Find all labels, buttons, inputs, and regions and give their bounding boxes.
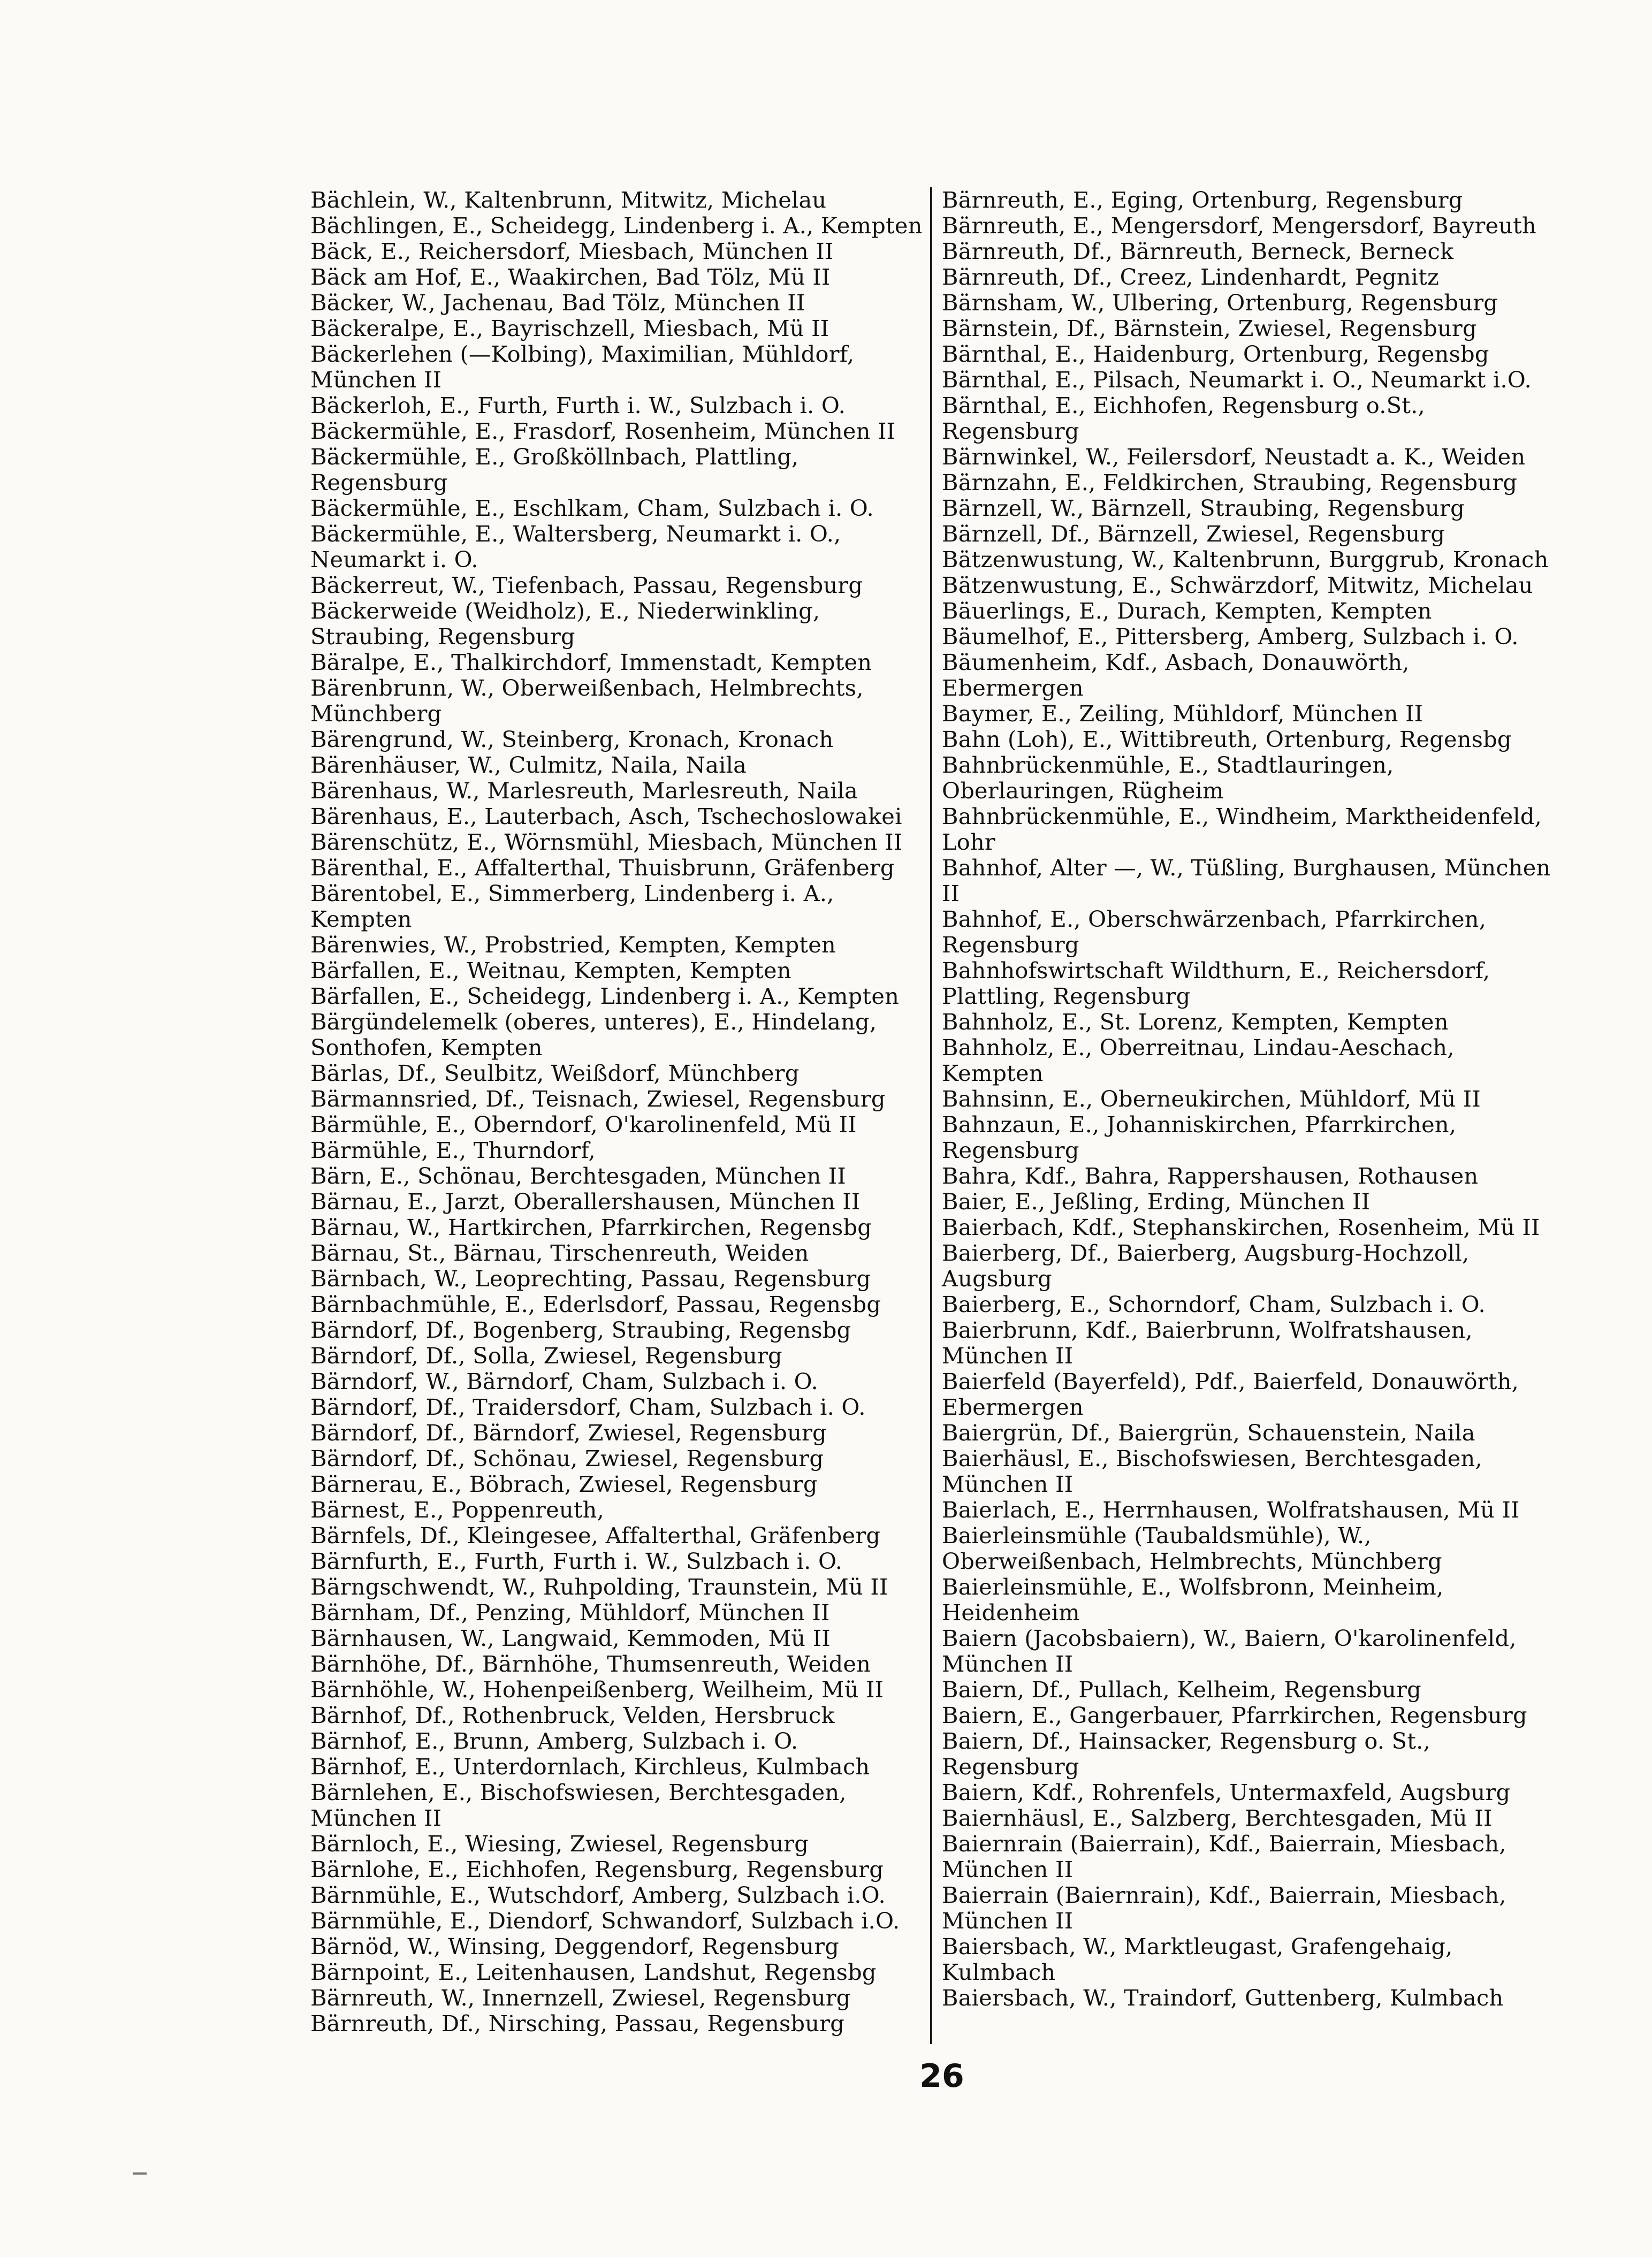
entry: Bärnham, Df., Penzing, Mühldorf, München II <box>310 1599 830 1626</box>
entry: Bärnreuth, W., Innernzell, Zwiesel, Regensburg <box>310 1985 851 2011</box>
entry: Bärnau, E., Jarzt, Oberallershausen, München II <box>310 1188 861 1215</box>
entry: Bärnhöhe, Df., Bärnhöhe, Thumsenreuth, Weiden <box>310 1651 871 1677</box>
entry: Bärnreuth, Df., Nirsching, Passau, Regensburg <box>310 2010 844 2037</box>
entry: Bärnreuth, Df., Creez, Lindenhardt, Pegnitz <box>942 264 1440 290</box>
entry: Baiern, Df., Hainsacker, Regensburg o. St., Regensburg <box>942 1728 1430 1780</box>
entry: Baiersbach, W., Marktleugast, Grafengehaig, Kulmbach <box>942 1933 1453 1985</box>
entry: Baierleinsmühle (Taubaldsmühle), W., Oberweißenbach, Helmbrechts, Münchberg <box>942 1522 1442 1574</box>
entry: Baierleinsmühle, E., Wolfsbronn, Meinheim, Heidenheim <box>942 1574 1444 1626</box>
entry: Baierhäusl, E., Bischofswiesen, Berchtesgaden, München II <box>942 1445 1482 1497</box>
entry: Bärfallen, E., Scheidegg, Lindenberg i. A., Kempten <box>310 983 900 1009</box>
entry: Baierbrunn, Kdf., Baierbrunn, Wolfratshausen, München II <box>942 1317 1473 1369</box>
entry: Bärnhof, E., Brunn, Amberg, Sulzbach i. O. <box>310 1728 798 1754</box>
entry: Bärngschwendt, W., Ruhpolding, Traunstein, Mü II <box>310 1574 888 1600</box>
entry: Bäuerlings, E., Durach, Kempten, Kempten <box>942 598 1432 624</box>
entry: Bärndorf, Df., Bogenberg, Straubing, Regensbg <box>310 1317 851 1343</box>
entry: Baiernrain (Baierrain), Kdf., Baierrain, Miesbach, München II <box>942 1831 1506 1882</box>
entry: Bärnwinkel, W., Feilersdorf, Neustadt a. K., Weiden <box>942 444 1526 470</box>
entry: Bahra, Kdf., Bahra, Rappershausen, Rothausen <box>942 1163 1479 1189</box>
entry: Bärnhöhle, W., Hohenpeißenberg, Weilheim, Mü II <box>310 1676 884 1703</box>
entry: Bärnhausen, W., Langwaid, Kemmoden, Mü II <box>310 1625 831 1651</box>
entry: Bärenthal, E., Affalterthal, Thuisbrunn, Gräfenberg <box>310 855 895 881</box>
column-divider <box>930 187 932 2044</box>
entry: Bärnzell, Df., Bärnzell, Zwiesel, Regensburg <box>942 521 1445 547</box>
entry: Bärnbach, W., Leoprechting, Passau, Regensburg <box>310 1265 871 1292</box>
entry: Bärmühle, E., Thurndorf, <box>310 1137 596 1163</box>
entry: Bärnreuth, E., Mengersdorf, Mengersdorf, Bayreuth <box>942 212 1536 239</box>
scan-mark <box>133 2172 147 2175</box>
entry: Bäckerloh, E., Furth, Furth i. W., Sulzbach i. O. <box>310 392 846 418</box>
entry: Bärlas, Df., Seulbitz, Weißdorf, Münchberg <box>310 1060 800 1086</box>
entry: Bärnreuth, Df., Bärnreuth, Berneck, Berneck <box>942 238 1454 264</box>
entry: Bärnau, W., Hartkirchen, Pfarrkirchen, Regensbg <box>310 1214 872 1240</box>
right-column <box>942 187 1552 2011</box>
entry: Baymer, E., Zeiling, Mühldorf, München II <box>942 700 1423 727</box>
entry: Bärndorf, Df., Solla, Zwiesel, Regensburg <box>310 1343 782 1369</box>
entry: Bärnloch, E., Wiesing, Zwiesel, Regensburg <box>310 1831 809 1857</box>
entry: Bärenhäuser, W., Culmitz, Naila, Naila <box>310 752 747 778</box>
entry: Bäckerlehen (—Kolbing), Maximilian, Mühldorf, München II <box>310 341 855 393</box>
entry: Baierlach, E., Herrnhausen, Wolfratshausen, Mü II <box>942 1497 1520 1523</box>
entry: Baiersbach, W., Traindorf, Guttenberg, Kulmbach <box>942 1985 1504 2011</box>
entry: Bärenbrunn, W., Oberweißenbach, Helmbrechts, Münchberg <box>310 675 864 727</box>
entry: Baier, E., Jeßling, Erding, München II <box>942 1188 1371 1215</box>
entry: Bärnöd, W., Winsing, Deggendorf, Regensburg <box>310 1933 840 1959</box>
entry: Bahn (Loh), E., Wittibreuth, Ortenburg, Regensbg <box>942 726 1512 752</box>
entry: Baiergrün, Df., Baiergrün, Schauenstein, Naila <box>942 1420 1475 1446</box>
entry: Baiern, Df., Pullach, Kelheim, Regensburg <box>942 1676 1421 1703</box>
entry: Baiern (Jacobsbaiern), W., Baiern, O'karolinenfeld, München II <box>942 1625 1517 1677</box>
entry: Bäckerweide (Weidholz), E., Niederwinkling, Straubing, Regensburg <box>310 598 820 650</box>
entry: Baierberg, Df., Baierberg, Augsburg-Hochzoll, Augsburg <box>942 1240 1470 1292</box>
entry: Bäckermühle, E., Waltersberg, Neumarkt i. O., Neumarkt i. O. <box>310 521 841 573</box>
entry: Bahnhof, E., Oberschwärzenbach, Pfarrkirchen, Regensburg <box>942 906 1487 958</box>
entry: Baierfeld (Bayerfeld), Pdf., Baierfeld, Donauwörth, Ebermergen <box>942 1368 1519 1420</box>
entry: Bahnhofswirtschaft Wildthurn, E., Reichersdorf, Plattling, Regensburg <box>942 957 1490 1009</box>
entry: Baiernhäusl, E., Salzberg, Berchtesgaden, Mü II <box>942 1805 1493 1831</box>
page-number: 26 <box>919 2057 964 2095</box>
entry: Bärnerau, E., Böbrach, Zwiesel, Regensburg <box>310 1471 818 1497</box>
entry: Bätzenwustung, W., Kaltenbrunn, Burggrub, Kronach <box>942 546 1549 573</box>
entry: Bärnreuth, E., Eging, Ortenburg, Regensburg <box>942 187 1463 213</box>
entry: Bärndorf, Df., Schönau, Zwiesel, Regensburg <box>310 1445 824 1471</box>
entry: Bärnlohe, E., Eichhofen, Regensburg, Regensburg <box>310 1856 884 1882</box>
entry: Bäckermühle, E., Frasdorf, Rosenheim, München II <box>310 418 896 444</box>
entry: Bärndorf, Df., Bärndorf, Zwiesel, Regensburg <box>310 1420 827 1446</box>
entry: Bahnbrückenmühle, E., Stadtlauringen, Oberlauringen, Rügheim <box>942 752 1394 804</box>
entry: Bärnstein, Df., Bärnstein, Zwiesel, Regensburg <box>942 315 1477 341</box>
entry: Bätzenwustung, E., Schwärzdorf, Mitwitz, Michelau <box>942 572 1533 598</box>
entry: Bärnzahn, E., Feldkirchen, Straubing, Regensburg <box>942 469 1518 495</box>
entry: Bäralpe, E., Thalkirchdorf, Immenstadt, Kempten <box>310 649 872 675</box>
entry: Bahnsinn, E., Oberneukirchen, Mühldorf, Mü II <box>942 1086 1481 1112</box>
entry: Baierbach, Kdf., Stephanskirchen, Rosenheim, Mü II <box>942 1214 1540 1240</box>
entry: Bärnfels, Df., Kleingesee, Affalterthal, Gräfenberg <box>310 1522 881 1549</box>
entry: Bärnbachmühle, E., Ederlsdorf, Passau, Regensbg <box>310 1291 881 1317</box>
entry: Bärenhaus, E., Lauterbach, Asch, Tschechoslowakei <box>310 803 902 829</box>
entry: Bärgündelemelk (oberes, unteres), E., Hindelang, Sonthofen, Kempten <box>310 1009 877 1061</box>
entry: Bärmühle, E., Oberndorf, O'karolinenfeld, Mü II <box>310 1111 857 1138</box>
entry: Bärnsham, W., Ulbering, Ortenburg, Regensburg <box>942 289 1498 316</box>
entry: Bärndorf, Df., Traidersdorf, Cham, Sulzbach i. O. <box>310 1394 866 1420</box>
entry: Bäck am Hof, E., Waakirchen, Bad Tölz, Mü II <box>310 264 831 290</box>
entry: Bahnbrückenmühle, E., Windheim, Marktheidenfeld, Lohr <box>942 803 1542 855</box>
entry: Bäckermühle, E., Eschlkam, Cham, Sulzbach i. O. <box>310 495 874 521</box>
entry: Bärnzell, W., Bärnzell, Straubing, Regensburg <box>942 495 1465 521</box>
entry: Bärnhof, E., Unterdornlach, Kirchleus, Kulmbach <box>310 1753 870 1780</box>
entry: Bärnhof, Df., Rothenbruck, Velden, Hersbruck <box>310 1702 835 1728</box>
entry: Bärengrund, W., Steinberg, Kronach, Kronach <box>310 726 834 752</box>
entry: Bärnest, E., Poppenreuth, <box>310 1497 604 1523</box>
entry: Bahnhof, Alter —, W., Tüßling, Burghausen, München II <box>942 855 1551 906</box>
entry: Bärenwies, W., Probstried, Kempten, Kempten <box>310 932 836 958</box>
entry: Bärnthal, E., Pilsach, Neumarkt i. O., Neumarkt i.O. <box>942 367 1532 393</box>
entry: Bärnthal, E., Haidenburg, Ortenburg, Regensbg <box>942 341 1489 367</box>
entry: Bärndorf, W., Bärndorf, Cham, Sulzbach i. O. <box>310 1368 818 1394</box>
entry: Bärentobel, E., Simmerberg, Lindenberg i. A., Kempten <box>310 880 834 932</box>
entry: Bahnzaun, E., Johanniskirchen, Pfarrkirchen, Regensburg <box>942 1111 1457 1163</box>
entry: Bahnholz, E., St. Lorenz, Kempten, Kempten <box>942 1009 1449 1035</box>
entry: Bärnfurth, E., Furth, Furth i. W., Sulzbach i. O. <box>310 1548 843 1574</box>
entry: Bärn, E., Schönau, Berchtesgaden, München II <box>310 1163 846 1189</box>
entry: Bäck, E., Reichersdorf, Miesbach, München II <box>310 238 834 264</box>
entry: Bäckerreut, W., Tiefenbach, Passau, Regensburg <box>310 572 863 598</box>
entry: Bärnlehen, E., Bischofswiesen, Berchtesgaden, München II <box>310 1779 847 1831</box>
entry: Bärenhaus, W., Marlesreuth, Marlesreuth, Naila <box>310 777 858 804</box>
entry: Bärnmühle, E., Wutschdorf, Amberg, Sulzbach i.O. <box>310 1882 886 1908</box>
entry: Baiern, Kdf., Rohrenfels, Untermaxfeld, Augsburg <box>942 1779 1511 1805</box>
entry: Bäumelhof, E., Pittersberg, Amberg, Sulzbach i. O. <box>942 623 1519 650</box>
entry: Baierberg, E., Schorndorf, Cham, Sulzbach i. O. <box>942 1291 1486 1317</box>
entry: Bärnmühle, E., Diendorf, Schwandorf, Sulzbach i.O. <box>310 1908 900 1934</box>
entry: Bäcker, W., Jachenau, Bad Tölz, München II <box>310 289 805 316</box>
entry: Bärfallen, E., Weitnau, Kempten, Kempten <box>310 957 791 983</box>
entry: Baiern, E., Gangerbauer, Pfarrkirchen, Regensburg <box>942 1702 1527 1728</box>
entry: Baierrain (Baiernrain), Kdf., Baierrain, Miesbach, München II <box>942 1882 1506 1934</box>
entry: Bächlingen, E., Scheidegg, Lindenberg i. A., Kempten <box>310 212 923 239</box>
entry: Bäumenheim, Kdf., Asbach, Donauwörth, Ebermergen <box>942 649 1410 701</box>
entry: Bärnpoint, E., Leitenhausen, Landshut, Regensbg <box>310 1959 877 1985</box>
entry: Bärnthal, E., Eichhofen, Regensburg o.St., Regensburg <box>942 392 1425 444</box>
left-column <box>310 187 926 2037</box>
entry: Bärenschütz, E., Wörnsmühl, Miesbach, München II <box>310 829 903 855</box>
entry: Bärmannsried, Df., Teisnach, Zwiesel, Regensburg <box>310 1086 886 1112</box>
entry: Bäckeralpe, E., Bayrischzell, Miesbach, Mü II <box>310 315 829 341</box>
entry: Bärnau, St., Bärnau, Tirschenreuth, Weiden <box>310 1240 809 1266</box>
entry: Bäckermühle, E., Großköllnbach, Plattling, Regensburg <box>310 444 799 495</box>
entry: Bächlein, W., Kaltenbrunn, Mitwitz, Michelau <box>310 187 827 213</box>
entry: Bahnholz, E., Oberreitnau, Lindau-Aeschach, Kempten <box>942 1034 1455 1086</box>
